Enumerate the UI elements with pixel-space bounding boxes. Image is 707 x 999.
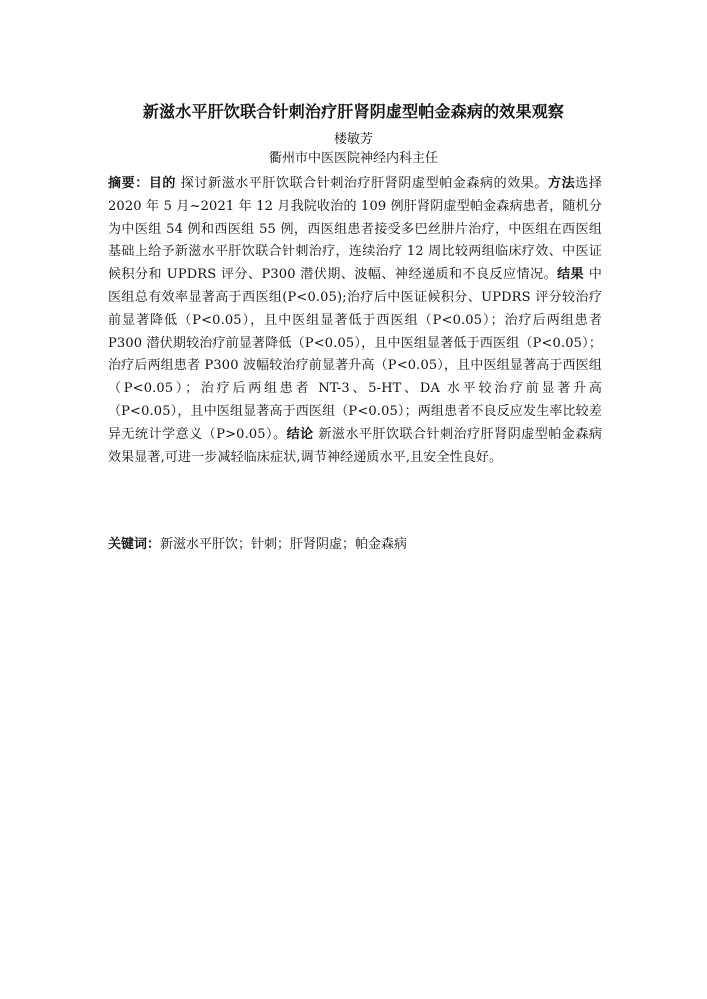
objective-label: 目的 — [148, 176, 177, 191]
author-name: 楼敏芳 — [333, 132, 373, 147]
paper-title: 新滋水平肝饮联合针刺治疗肝肾阴虚型帕金森病的效果观察 — [142, 102, 565, 121]
methods-text: 选择 2020 年 5 月~2021 年 12 月我院收治的 109 例肝肾阴虚型帕金森病患者，随机分为中医组 54 例和西医组 55 例，西医组患者接受多巴丝肼片治疗，中医组在西医组基础上给予新滋水平肝饮联合针刺治疗，连续治疗 12 周比较两组临床疗效、中医证候积分和 UPDRS 评分、P300 潜伏期、波幅、神经递质和不良反应情况。 — [108, 176, 602, 283]
methods-label: 方法 — [548, 176, 576, 191]
conclusion-text: 新滋水平肝饮联合针刺治疗肝肾阴虚型帕金森病效果显著,可进一步减轻临床症状,调节神经递质水平,且安全性良好。 — [108, 426, 602, 465]
author-affiliation: 衢州市中医医院神经内科主任 — [268, 151, 438, 166]
abstract-label: 摘要： — [108, 176, 149, 191]
results-text: 中医组总有效率显著高于西医组(P<0.05);治疗后中医证候积分、UPDRS 评分较治疗前显著降低（P<0.05），且中医组显著低于西医组（P<0.05）；治疗后两组患者 P300 潜伏期较治疗前显著降低（P<0.05），且中医组显著低于西医组（P<0.05）；治疗后两组患者 P300 波幅较治疗前显著升高（P<0.05），且中医组显著高于西医组（P<0.05）；治疗后两组患者 NT-3、5-HT、DA 水平较治疗前显著升高（P<0.05），且中医组显著高于西医组（P<0.05）；两组患者不良反应发生率比较差异无统计学意义（P>0.05）。 — [108, 267, 602, 442]
keywords-text: 新滋水平肝饮；针刺；肝肾阴虚；帕金森病 — [160, 537, 408, 552]
conclusion-label: 结论 — [286, 426, 314, 442]
objective-text: 探讨新滋水平肝饮联合针刺治疗肝肾阴虚型帕金森病的效果。 — [176, 176, 549, 191]
keywords-line — [108, 535, 602, 555]
abstract-paragraph — [108, 173, 602, 469]
results-label: 结果 — [557, 267, 585, 283]
keywords-label: 关键词： — [108, 537, 161, 552]
